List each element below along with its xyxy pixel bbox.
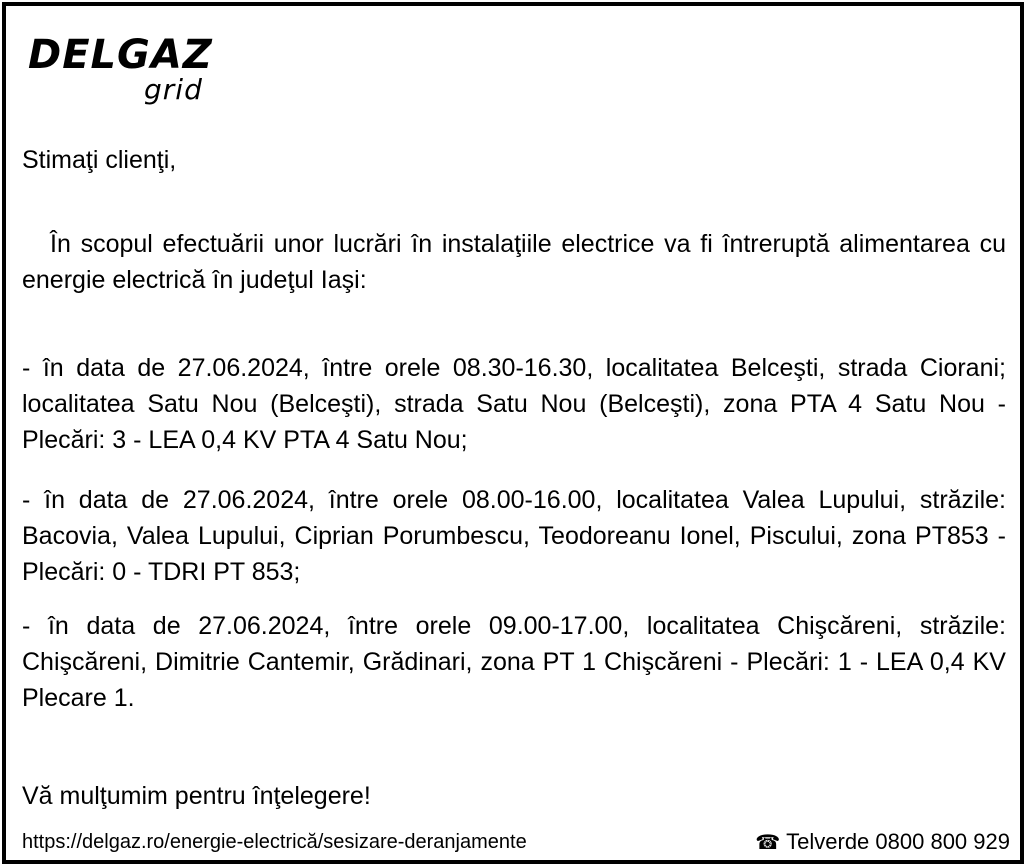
- closing-line: Vă mulţumim pentru înţelegere!: [22, 782, 371, 810]
- outage-item-3: - în data de 27.06.2024, între orele 09.00-17.00, localitatea Chişcăreni, străzile: Chişcăreni, Dimitrie Cantemir, Grădinari, zona PT 1 Chişcăreni - Plecări: 1 - LEA 0,4 KV Plecare 1.: [22, 612, 1006, 712]
- hotline: [755, 827, 1010, 857]
- outage-item-1: - în data de 27.06.2024, între orele 08.30-16.30, localitatea Belceşti, strada Ciorani; localitatea Satu Nou (Belceşti), strada Satu Nou (Belceşti), zona PTA 4 Satu Nou - Plecări: 3 - LEA 0,4 KV PTA 4 Satu Nou;: [22, 354, 1006, 454]
- outage-item-2: - în data de 27.06.2024, între orele 08.00-16.00, localitatea Valea Lupului, străzile: Bacovia, Valea Lupului, Ciprian Porumbescu, Teodoreanu Ionel, Piscului, zona PT853 - Plecări: 0 - TDRI PT 853;: [22, 486, 1006, 586]
- greeting: Stimaţi clienţi,: [22, 146, 177, 174]
- intro-paragraph: În scopul efectuării unor lucrări în instalaţiile electrice va fi întreruptă alimentarea cu energie electrică în judeţul Iaşi:: [22, 230, 1006, 294]
- report-link[interactable]: https://delgaz.ro/energie-electrică/sesizare-deranjamente: [22, 831, 527, 853]
- phone-icon: ☎: [755, 830, 781, 854]
- logo-brand: DELGAZ: [28, 32, 213, 78]
- notice-frame: [2, 2, 1024, 864]
- hotline-number: Telverde 0800 800 929: [786, 829, 1010, 854]
- delgaz-grid-logo: [28, 32, 228, 110]
- logo-sub: grid: [144, 73, 203, 106]
